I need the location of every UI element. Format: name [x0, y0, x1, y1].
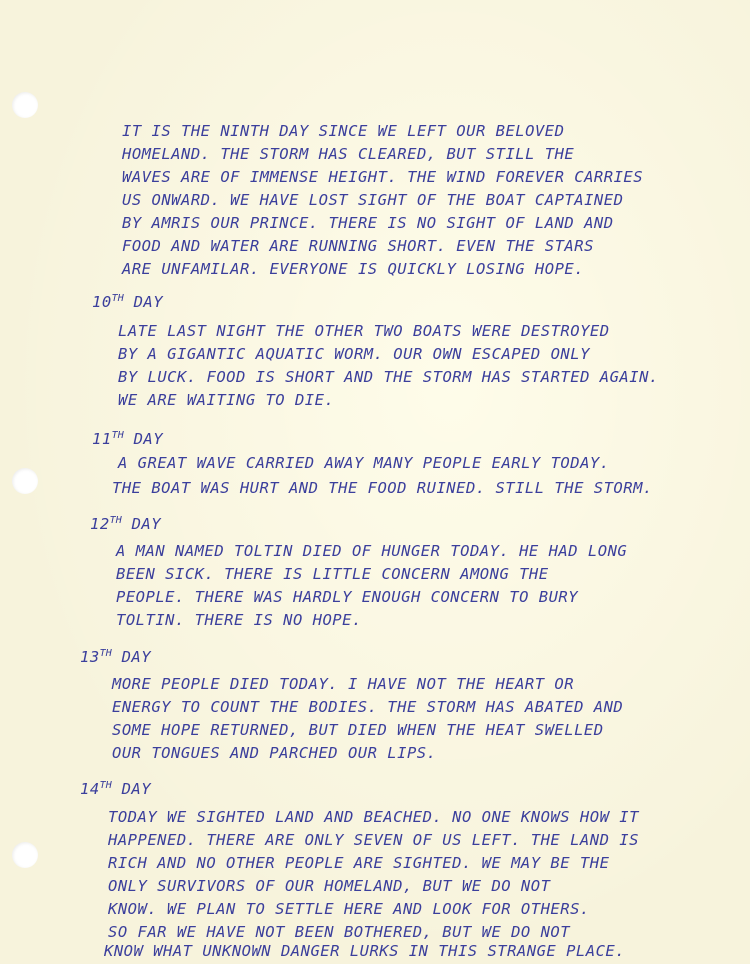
- entry-ninth-line-7: ARE UNFAMILAR. EVERYONE IS QUICKLY LOSING HOPE.: [122, 260, 585, 278]
- punch-hole-top: [12, 92, 38, 118]
- heading-number: 13: [80, 648, 100, 666]
- entry-11-line-2: THE BOAT WAS HURT AND THE FOOD RUINED. STILL THE STORM.: [112, 479, 653, 497]
- heading-word: DAY: [131, 515, 162, 533]
- heading-number: 12: [90, 515, 110, 533]
- heading-number: 11: [92, 430, 112, 448]
- punch-hole-bottom: [12, 842, 38, 868]
- entry-10-line-2: BY A GIGANTIC AQUATIC WORM. OUR OWN ESCAPED ONLY: [118, 345, 590, 363]
- entry-14-line-3: RICH AND NO OTHER PEOPLE ARE SIGHTED. WE MAY BE THE: [108, 854, 610, 872]
- entry-13-line-1: MORE PEOPLE DIED TODAY. I HAVE NOT THE HEART OR: [112, 675, 575, 693]
- entry-ninth-line-2: HOMELAND. THE STORM HAS CLEARED, BUT STILL THE: [122, 145, 575, 163]
- entry-12-line-3: PEOPLE. THERE WAS HARDLY ENOUGH CONCERN TO BURY: [116, 588, 579, 606]
- entry-14-line-5: KNOW. WE PLAN TO SETTLE HERE AND LOOK FOR OTHERS.: [108, 900, 590, 918]
- heading-word: DAY: [121, 648, 152, 666]
- entry-10-line-1: LATE LAST NIGHT THE OTHER TWO BOATS WERE DESTROYED: [118, 322, 610, 340]
- heading-number: 14: [80, 780, 100, 798]
- entry-ninth-line-4: US ONWARD. WE HAVE LOST SIGHT OF THE BOAT CAPTAINED: [122, 191, 624, 209]
- heading-13th-day: [80, 643, 151, 665]
- heading-ordinal: TH: [109, 515, 122, 526]
- entry-13-line-4: OUR TONGUES AND PARCHED OUR LIPS.: [112, 744, 437, 762]
- entry-10-line-4: WE ARE WAITING TO DIE.: [118, 391, 335, 409]
- heading-ordinal: TH: [111, 430, 124, 441]
- entry-ninth-line-3: WAVES ARE OF IMMENSE HEIGHT. THE WIND FOREVER CARRIES: [122, 168, 644, 186]
- heading-14th-day: [80, 775, 151, 797]
- heading-10th-day: [92, 288, 163, 310]
- entry-11-line-1: A GREAT WAVE CARRIED AWAY MANY PEOPLE EARLY TODAY.: [118, 454, 610, 472]
- entry-14-line-6: SO FAR WE HAVE NOT BEEN BOTHERED, BUT WE DO NOT: [108, 923, 571, 941]
- entry-10-line-3: BY LUCK. FOOD IS SHORT AND THE STORM HAS STARTED AGAIN.: [118, 368, 659, 386]
- entry-13-line-2: ENERGY TO COUNT THE BODIES. THE STORM HAS ABATED AND: [112, 698, 624, 716]
- entry-12-line-1: A MAN NAMED TOLTIN DIED OF HUNGER TODAY. HE HAD LONG: [116, 542, 628, 560]
- heading-ordinal: TH: [99, 648, 112, 659]
- heading-word: DAY: [133, 293, 164, 311]
- entry-13-line-3: SOME HOPE RETURNED, BUT DIED WHEN THE HEAT SWELLED: [112, 721, 604, 739]
- heading-word: DAY: [133, 430, 164, 448]
- punch-hole-middle: [12, 468, 38, 494]
- entry-14-line-4: ONLY SURVIVORS OF OUR HOMELAND, BUT WE DO NOT: [108, 877, 551, 895]
- heading-word: DAY: [121, 780, 152, 798]
- heading-number: 10: [92, 293, 112, 311]
- entry-ninth-line-6: FOOD AND WATER ARE RUNNING SHORT. EVEN THE STARS: [122, 237, 594, 255]
- heading-ordinal: TH: [99, 780, 112, 791]
- entry-14-line-7: KNOW WHAT UNKNOWN DANGER LURKS IN THIS STRANGE PLACE.: [104, 942, 626, 960]
- heading-ordinal: TH: [111, 293, 124, 304]
- entry-14-line-1: TODAY WE SIGHTED LAND AND BEACHED. NO ONE KNOWS HOW IT: [108, 808, 639, 826]
- entry-ninth-line-1: IT IS THE NINTH DAY SINCE WE LEFT OUR BELOVED: [122, 122, 565, 140]
- entry-12-line-4: TOLTIN. THERE IS NO HOPE.: [116, 611, 362, 629]
- entry-ninth-line-5: BY AMRIS OUR PRINCE. THERE IS NO SIGHT OF LAND AND: [122, 214, 614, 232]
- entry-14-line-2: HAPPENED. THERE ARE ONLY SEVEN OF US LEFT. THE LAND IS: [108, 831, 639, 849]
- entry-12-line-2: BEEN SICK. THERE IS LITTLE CONCERN AMONG THE: [116, 565, 549, 583]
- heading-12th-day: [90, 510, 161, 532]
- heading-11th-day: [92, 425, 163, 447]
